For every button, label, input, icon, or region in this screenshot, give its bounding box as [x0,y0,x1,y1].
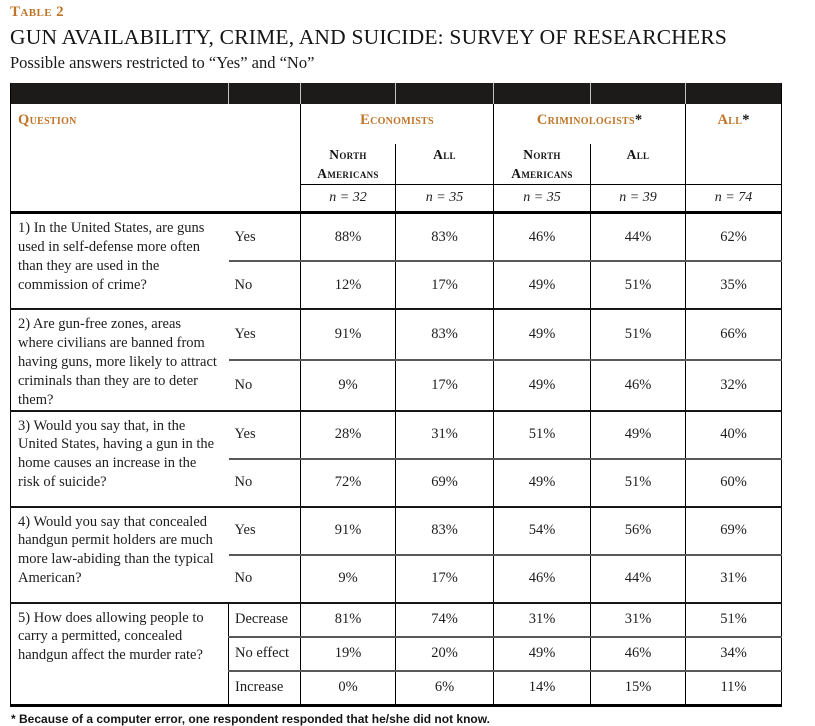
n-value: n = 74 [686,185,782,213]
value-cell: 60% [686,459,782,507]
value-cell: 19% [301,637,396,671]
criminologists-asterisk: * [634,112,643,128]
value-cell: 51% [591,261,686,309]
value-cell: 34% [686,637,782,671]
question-header-label: Question [18,112,77,128]
top-bar-cell [396,83,494,104]
value-cell: 12% [301,261,396,309]
answer-label: Yes [229,309,301,360]
question-text: 5) How does allowing people to carry a permitted, concealed handgun affect the murder rate? [11,603,229,706]
answer-label: No [229,360,301,411]
value-cell: 17% [396,261,494,309]
value-cell: 31% [591,603,686,637]
value-cell: 51% [591,309,686,360]
value-cell: 0% [301,671,396,706]
top-bar-cell [229,83,301,104]
answer-label: No effect [229,637,301,671]
economists-header [301,104,494,144]
criminologists-label: Criminologists [536,112,635,128]
value-cell: 66% [686,309,782,360]
value-cell: 15% [591,671,686,706]
value-cell: 91% [301,309,396,360]
value-cell: 49% [494,637,591,671]
value-cell: 49% [494,261,591,309]
value-cell: 51% [494,411,591,459]
answer-label: No [229,555,301,603]
economists-north-americans-header: North Americans [301,144,396,185]
value-cell: 46% [494,213,591,262]
value-cell: 40% [686,411,782,459]
economists-label: Economists [360,112,434,128]
value-cell: 20% [396,637,494,671]
value-cell: 14% [494,671,591,706]
all-asterisk: * [742,112,750,128]
question-group [11,603,782,706]
answer-label: Decrease [229,603,301,637]
answer-label: No [229,261,301,309]
value-cell: 9% [301,555,396,603]
value-cell: 51% [591,459,686,507]
answer-row [11,411,782,459]
n-value: n = 35 [494,185,591,213]
value-cell: 6% [396,671,494,706]
all-header [686,104,782,185]
answer-label: Yes [229,213,301,262]
value-cell: 46% [591,360,686,411]
top-bar-cell [11,83,229,104]
value-cell: 81% [301,603,396,637]
survey-table [10,83,782,707]
value-cell: 69% [686,507,782,555]
table-number-label: Table 2 [10,4,65,20]
value-cell: 35% [686,261,782,309]
all-label: All [717,112,743,128]
answer-label: No [229,459,301,507]
value-cell: 54% [494,507,591,555]
top-bar [11,83,782,104]
value-cell: 9% [301,360,396,411]
value-cell: 51% [686,603,782,637]
answer-label: Yes [229,411,301,459]
question-group [11,213,782,310]
value-cell: 49% [494,459,591,507]
answer-label: Increase [229,671,301,706]
criminologists-header [494,104,686,144]
top-bar-cell [591,83,686,104]
value-cell: 17% [396,360,494,411]
value-cell: 17% [396,555,494,603]
value-cell: 31% [494,603,591,637]
value-cell: 46% [494,555,591,603]
value-cell: 83% [396,309,494,360]
value-cell: 32% [686,360,782,411]
value-cell: 83% [396,507,494,555]
question-group [11,411,782,507]
value-cell: 91% [301,507,396,555]
value-cell: 56% [591,507,686,555]
value-cell: 11% [686,671,782,706]
question-text: 3) Would you say that, in the United States, having a gun in the home causes an increase in the risk of suicide? [11,411,229,507]
value-cell: 72% [301,459,396,507]
answer-row [11,603,782,637]
value-cell: 44% [591,213,686,262]
value-cell: 46% [591,637,686,671]
criminologists-north-americans-header: North Americans [494,144,591,185]
group-header-row [11,104,782,144]
n-value: n = 39 [591,185,686,213]
top-bar-cell [301,83,396,104]
n-value: n = 32 [301,185,396,213]
table-title: GUN AVAILABILITY, CRIME, AND SUICIDE: SURVEY OF RESEARCHERS [10,25,728,49]
value-cell: 88% [301,213,396,262]
question-column-header [11,104,301,213]
value-cell: 49% [591,411,686,459]
value-cell: 83% [396,213,494,262]
question-text: 4) Would you say that concealed handgun permit holders are much more law-abiding than the typical American? [11,507,229,603]
question-text: 1) In the United States, are guns used in self-defense more often than they are used in the commission of crime? [11,213,229,310]
n-value: n = 35 [396,185,494,213]
question-group [11,309,782,410]
value-cell: 31% [396,411,494,459]
value-cell: 31% [686,555,782,603]
table-header [11,83,782,213]
question-group [11,507,782,603]
top-bar-cell [686,83,782,104]
footnote: * Because of a computer error, one respondent responded that he/she did not know. [11,711,490,726]
answer-label: Yes [229,507,301,555]
value-cell: 49% [494,360,591,411]
question-text: 2) Are gun-free zones, areas where civilians are banned from having guns, more likely to attract criminals than they are to deter them? [11,309,229,410]
economists-all-header: All [396,144,494,185]
answer-row [11,507,782,555]
value-cell: 62% [686,213,782,262]
answer-row [11,213,782,262]
criminologists-all-header: All [591,144,686,185]
value-cell: 49% [494,309,591,360]
table-subtitle: Possible answers restricted to “Yes” and “No” [10,53,315,72]
value-cell: 28% [301,411,396,459]
value-cell: 69% [396,459,494,507]
value-cell: 44% [591,555,686,603]
value-cell: 74% [396,603,494,637]
answer-row [11,309,782,360]
top-bar-cell [494,83,591,104]
